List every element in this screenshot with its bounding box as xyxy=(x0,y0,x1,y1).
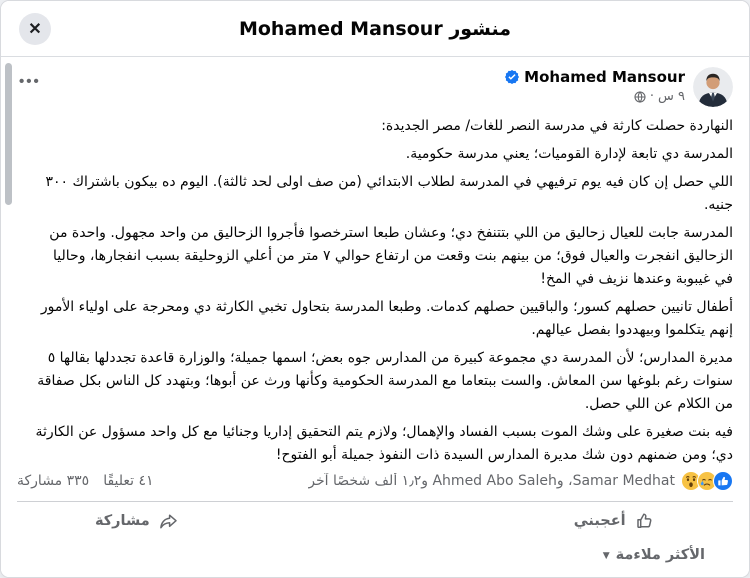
divider xyxy=(17,501,733,502)
post-paragraph: المدرسة دي تابعة لإدارة القوميات؛ يعني مدرسة حكومية. xyxy=(405,146,733,162)
like-thumb-icon xyxy=(634,511,654,531)
author-name[interactable]: Mohamed Mansour xyxy=(524,68,685,86)
post-paragraph: النهاردة حصلت كارثة في مدرسة النصر للغات/ مصر الجديدة: xyxy=(381,118,733,134)
close-icon: ✕ xyxy=(28,21,42,38)
reaction-icons[interactable] xyxy=(681,471,733,491)
post-paragraph: اللي حصل إن كان فيه يوم ترفيهي في المدرسة لطلاب الابتدائي (من صف اولى لحد ثالثة). اليوم ده بيكون باشتراك ٣٠٠ جنيه. xyxy=(45,174,733,213)
post-text xyxy=(31,115,733,469)
timestamp: ٩ س xyxy=(658,89,685,104)
dialog-title: منشور Mohamed Mansour xyxy=(238,18,512,40)
post-paragraph: أطفال تانيين حصلهم كسور؛ والباقيين حصلهم كدمات. وطبعا المدرسة بتحاول تخبي الكارثة دي ومحرجة على اولياء الأمور إنهم يتكلموا وبيهددوا بفصل عيالهم. xyxy=(40,299,733,338)
comments-count[interactable]: ٤١ تعليقًا xyxy=(103,473,154,489)
chevron-down-icon: ▼ xyxy=(602,550,610,561)
comments-sort-label: الأكثر ملاءمة xyxy=(615,547,705,563)
globe-privacy-icon xyxy=(634,91,646,103)
more-options-icon: ••• xyxy=(19,73,41,90)
like-button-label: أعجبني xyxy=(573,513,626,529)
dot-separator: · xyxy=(649,89,654,104)
share-arrow-icon xyxy=(158,511,178,531)
post-paragraph: مديرة المدارس؛ لأن المدرسة دي مجموعة كبيرة من المدارس جوه بعض؛ اسمها جميلة؛ والوزارة قاعدة تجددلها بقالها ٥ سنوات رغم بلوغها سن المعاش. والست ببتعاما مع المدرسة الحكومية وكأنها ورث عن أبوها؛ وبتهدد كل الناس بكل صفاقة من الكلام عن اللي حصل. xyxy=(37,350,733,412)
timestamp-row xyxy=(51,89,685,104)
verified-badge-icon xyxy=(505,70,519,84)
reactions-summary-text[interactable]: Samar Medhat، وAhmed Abo Saleh و١٫٢ ألف شخصًا آخر xyxy=(308,473,675,489)
post-container xyxy=(1,57,749,577)
shares-count[interactable]: ٣٣٥ مشاركة xyxy=(17,473,90,489)
author-block xyxy=(51,67,685,104)
like-reaction-icon xyxy=(713,471,733,491)
dialog-header xyxy=(1,1,749,57)
comments-sort-button[interactable] xyxy=(597,546,711,564)
close-button[interactable] xyxy=(19,13,51,45)
post-paragraph: المدرسة جابت للعيال زحاليق من اللي بتتنفخ دي؛ وعشان طبعا استرخصوا فأجروا الزحاليق من واحد مجهول. واحدة من الزحاليق انفجرت والعيال فوق؛ من بينهم بنت وقعت من ارتفاع حوالي ٧ متر من أعلي الزوحليقة بسبب انفجارها، وحاليا في غيبوبة وعندها نزيف في المخ! xyxy=(49,225,733,287)
action-spacer xyxy=(256,504,495,538)
share-button[interactable] xyxy=(89,510,184,532)
action-row xyxy=(17,504,733,538)
more-options-button[interactable] xyxy=(17,69,43,94)
scrollbar[interactable] xyxy=(5,63,12,205)
avatar[interactable] xyxy=(693,67,733,107)
post-header xyxy=(17,67,733,107)
like-button[interactable] xyxy=(568,510,660,532)
comments-sort-row xyxy=(597,546,711,564)
share-button-label: مشاركة xyxy=(94,513,150,529)
post-paragraph: فيه بنت صغيرة على وشك الموت بسبب الفساد والإهمال؛ ولازم يتم التحقيق إداريا وجنائيا مع كل واحد مسؤول عن الكارثة دي؛ ومن ضمنهم دون شك مديرة المدارس السيدة ذات النفوذ جميلة أبو الفتوح! xyxy=(35,424,733,463)
engagement-summary xyxy=(17,469,733,493)
